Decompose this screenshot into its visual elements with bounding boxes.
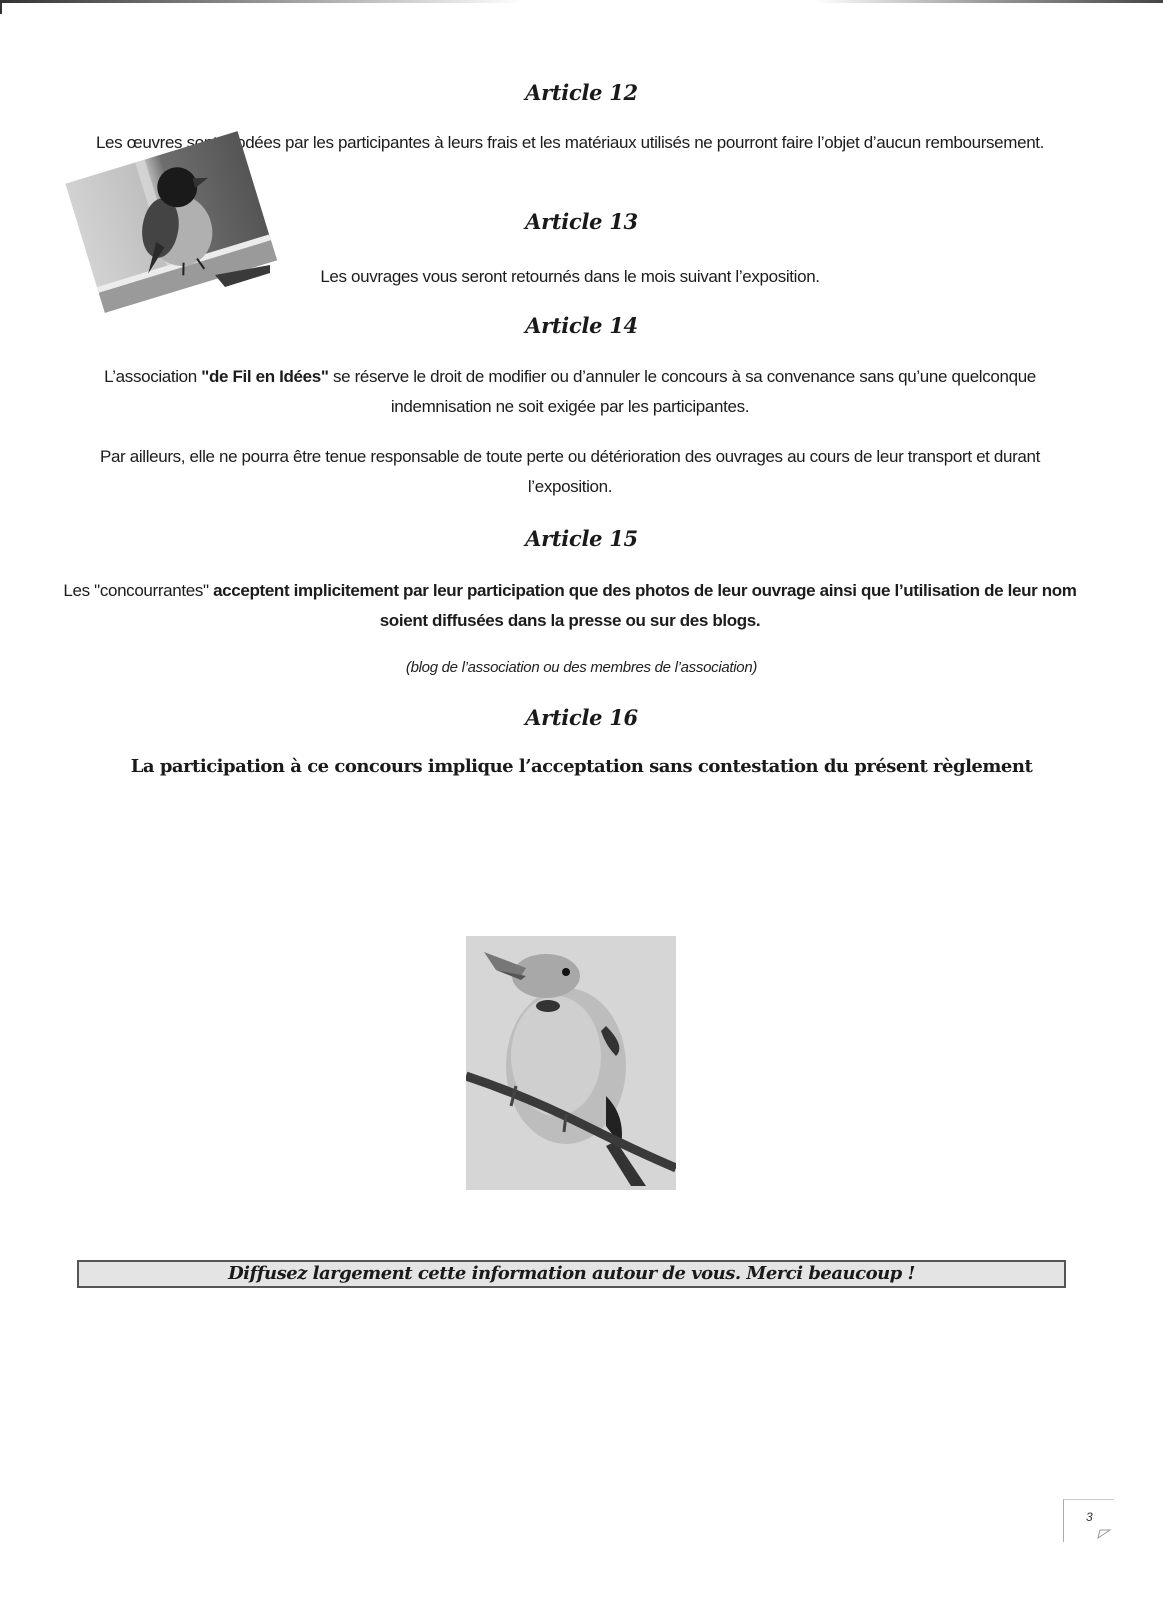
article-14-text-1-after: se réserve le droit de modifier ou d’annuler le concours à sa convenance sans qu’une quelconque indemnisation ne soit exigée par les participantes. bbox=[328, 367, 1036, 416]
songbird-on-branch-photo bbox=[466, 936, 676, 1190]
scan-edge bbox=[0, 0, 1163, 3]
page-number: 3 bbox=[1086, 1510, 1093, 1524]
article-16-statement: La participation à ce concours implique l’acceptation sans contestation du présent règlement bbox=[130, 756, 1033, 777]
article-14-text-1 bbox=[60, 362, 1080, 422]
page-curl-icon bbox=[1096, 1524, 1112, 1540]
article-15-heading: Article 15 bbox=[525, 526, 638, 551]
article-14-text-1-before: L’association bbox=[104, 367, 202, 386]
page-number-box bbox=[1063, 1499, 1114, 1542]
article-14-heading: Article 14 bbox=[525, 313, 638, 338]
article-12-heading: Article 12 bbox=[525, 80, 638, 105]
article-13-text: Les ouvrages vous seront retournés dans le mois suivant l’exposition. bbox=[320, 267, 820, 286]
article-15-text bbox=[60, 576, 1080, 636]
closing-banner bbox=[77, 1260, 1066, 1288]
article-12-text: Les œuvres sont brodées par les participantes à leurs frais et les matériaux utilisés ne pourront faire l’objet d’aucun remboursement. bbox=[95, 133, 1045, 152]
article-14-text-2: Par ailleurs, elle ne pourra être tenue responsable de toute perte ou détérioration des ouvrages au cours de leur transport et durant l’exposition. bbox=[99, 447, 1041, 496]
article-15-text-bold: acceptent implicitement par leur participation que des photos de leur ouvrage ainsi que l’utilisation de leur nom soient diffusées dans la presse ou sur des blogs. bbox=[213, 581, 1077, 630]
article-15-text-before: Les "concourrantes" bbox=[63, 581, 214, 600]
association-name: "de Fil en Idées" bbox=[201, 367, 329, 386]
article-16-heading: Article 16 bbox=[525, 705, 638, 730]
scan-edge-left bbox=[0, 0, 2, 14]
article-15-note: (blog de l’association ou des membres de l’association) bbox=[405, 659, 758, 676]
article-13-heading: Article 13 bbox=[525, 209, 638, 234]
closing-banner-text: Diffusez largement cette information autour de vous. Merci beaucoup ! bbox=[228, 1263, 915, 1284]
